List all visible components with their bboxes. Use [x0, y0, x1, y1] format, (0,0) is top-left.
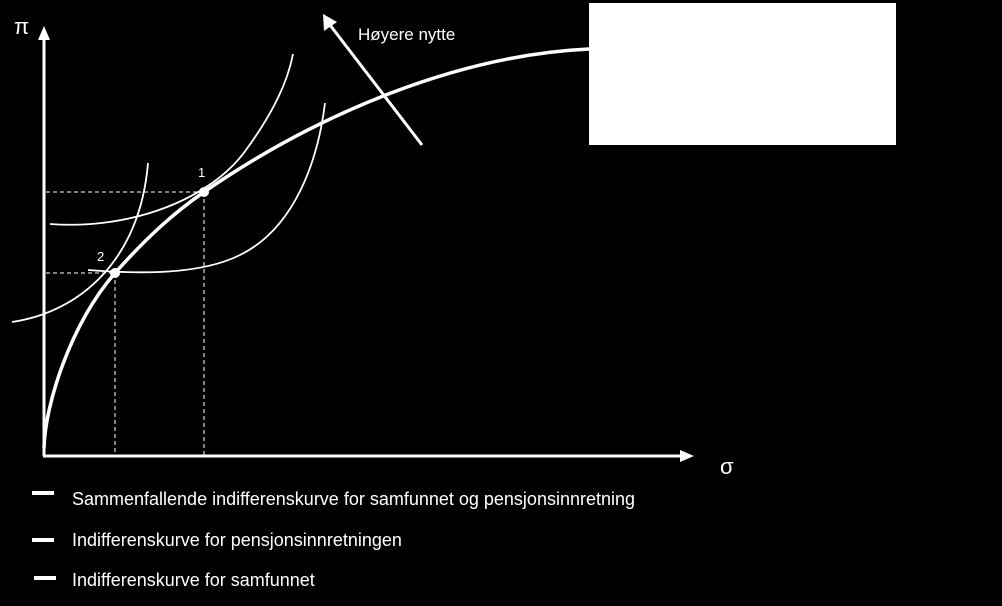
point-2 [110, 268, 120, 278]
legend-box [589, 3, 896, 145]
higher-utility-arrowhead [323, 14, 337, 31]
guide-lines [46, 192, 204, 455]
curve-pension-low [12, 163, 148, 322]
legend-item-society: Indifferenskurve for samfunnet [72, 570, 315, 590]
curve-pension-high [50, 54, 293, 225]
higher-utility-label: Høyere nytte [358, 25, 456, 44]
legend-item-pension: Indifferenskurve for pensjonsinnretningen [72, 530, 402, 550]
legend [32, 489, 635, 590]
x-axis-label: σ [720, 454, 734, 479]
indifference-curves [12, 54, 325, 322]
curve-coincident [44, 49, 589, 448]
point-2-label: 2 [97, 249, 105, 264]
point-1-label: 1 [198, 165, 206, 180]
point-1 [199, 187, 209, 197]
legend-item-coincident: Sammenfallende indifferenskurve for samfunnet og pensjonsinnretning [72, 489, 636, 509]
x-axis-arrowhead [680, 450, 694, 462]
y-axis-arrowhead [38, 26, 50, 40]
y-axis-label: π [14, 14, 30, 39]
